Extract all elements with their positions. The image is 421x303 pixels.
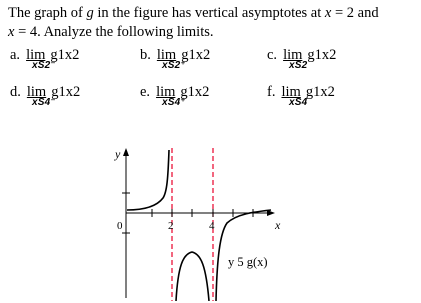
variable-x-2: x — [8, 24, 15, 40]
lim-word: lim — [26, 84, 47, 100]
variable-x-1: x — [324, 5, 332, 21]
limit-label: a. — [10, 47, 21, 63]
tick-label-4: 4 — [209, 220, 215, 232]
limit-subscript: xS4⁻ — [32, 97, 56, 108]
limit-label: f. — [267, 84, 276, 100]
limit-b — [140, 47, 211, 71]
y-axis-label: y — [115, 148, 121, 161]
limit-function: g1x2 — [305, 84, 335, 100]
limit-subscript: xS2⁻ — [32, 60, 56, 71]
limit-e — [140, 84, 210, 108]
limit-function: g1x2 — [181, 47, 211, 63]
limit-function: g1x2 — [307, 47, 337, 63]
lim-word: lim — [283, 47, 303, 63]
function-name-g: g — [86, 5, 94, 21]
x-axis-label: x — [275, 218, 281, 232]
limit-label: b. — [140, 47, 151, 63]
limit-subscript: xS4⁺ — [162, 97, 186, 108]
limit-function: g1x2 — [50, 47, 80, 63]
limit-subscript: xS2 — [289, 60, 308, 71]
intro-text-3: = 2 and — [331, 5, 379, 21]
limit-d — [10, 84, 81, 108]
curve-left-branch — [127, 150, 169, 210]
problem-statement — [8, 4, 413, 42]
limit-subscript: xS2⁺ — [162, 60, 186, 71]
curve-middle-branch — [176, 252, 209, 301]
limit-a — [10, 47, 80, 71]
y-axis-arrow — [123, 148, 129, 156]
curve-label: y 5 g(x) — [228, 255, 268, 269]
intro-text-1: The graph of — [8, 5, 87, 21]
intro-text-2: in the figure has vertical asymptotes at — [93, 5, 325, 21]
limit-label: d. — [10, 84, 21, 100]
limit-label: e. — [140, 84, 151, 100]
lim-word: lim — [26, 47, 46, 63]
tick-label-0: 0 — [117, 220, 123, 232]
limit-function: g1x2 — [51, 84, 81, 100]
tick-label-2: 2 — [168, 220, 174, 232]
limit-f — [267, 84, 335, 108]
limit-c — [267, 47, 337, 71]
lim-word: lim — [281, 84, 301, 100]
limit-subscript: xS4 — [289, 97, 308, 108]
lim-word: lim — [156, 47, 177, 63]
lim-word: lim — [156, 84, 176, 100]
limit-label: c. — [267, 47, 278, 63]
intro-text-4: = 4. Analyze the following limits. — [14, 24, 214, 40]
function-graph — [105, 148, 305, 301]
limit-function: g1x2 — [180, 84, 210, 100]
